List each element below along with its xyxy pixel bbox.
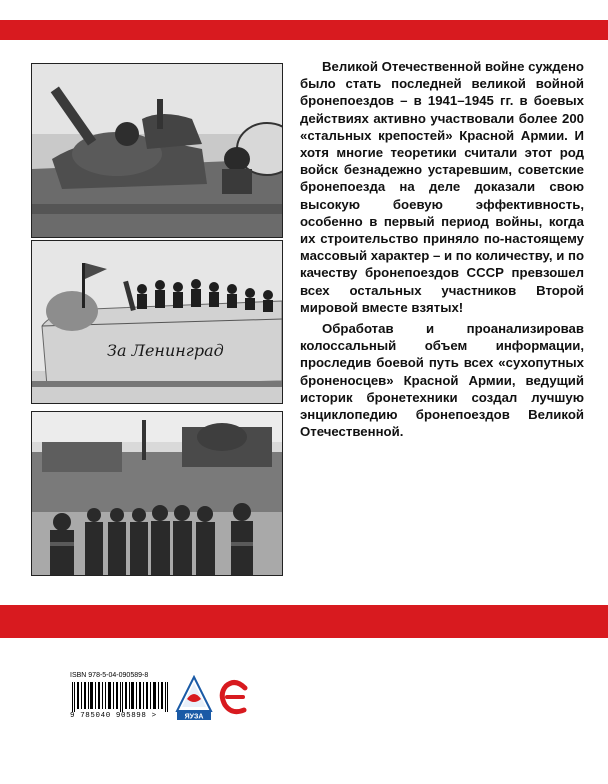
photo-armored-turrets [31, 63, 283, 238]
yauza-logo [175, 675, 213, 721]
train-inscription: За Ленинград [107, 341, 224, 360]
eksmo-logo [219, 678, 251, 718]
paragraph-2: Обработав и проанализировав колоссальный объем информации, проследив боевой путь всех «сухопутных броненосцев» Красной Армии, ведущий историк бронетехники создал лучшую энциклопедию бронепоездов Великой Отечественной. [300, 321, 584, 440]
photo-crew-lineup [31, 411, 283, 576]
barcode [70, 682, 175, 712]
top-red-band [0, 20, 608, 40]
isbn-label: ISBN 978-5-04-090589-8 [70, 672, 149, 679]
isbn-barcode-block [70, 672, 178, 720]
paragraph-1: Великой Отечественной войне суждено было стать последней великой войной бронепоездов – в 1941–1945 гг. в боевых действиях активно участвовали более 200 «стальных крепостей» Красной Армии. И хотя многие теоретики считали этот род войск безнадежно устаревшим, советские бронепоезда на деле доказали свою высокую боевую эффективность, особенно в первый период войны, когда их строительство приняло по-настоящему массовый характер – и по количеству, и по качеству бронепоездов СССР превзошел всех остальных участников Второй мировой вместе взятых! [300, 59, 584, 315]
description-text [300, 58, 584, 444]
photo-za-leningrad [31, 240, 283, 404]
yauza-logo-text: ЯУЗА [184, 713, 204, 721]
barcode-digits: 9 785040 905898 > [70, 712, 157, 720]
bottom-red-band [0, 605, 608, 638]
